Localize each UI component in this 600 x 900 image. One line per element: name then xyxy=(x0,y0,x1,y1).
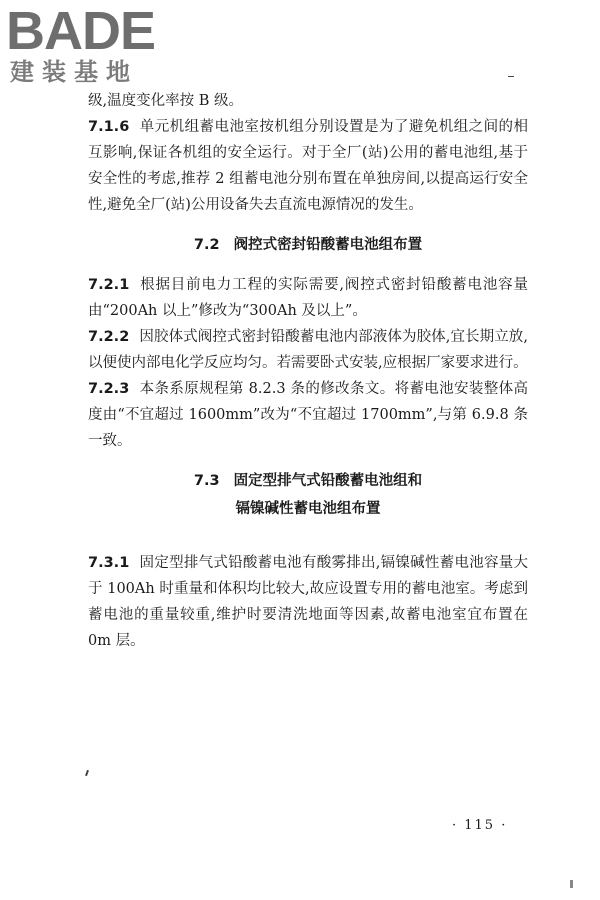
page-number: · 115 · xyxy=(452,818,508,833)
clause-number: 7.2.1 xyxy=(88,277,130,293)
paragraph-text: 本条系原规程第 8.2.3 条的修改条文。将蓄电池安装整体高度由“不宜超过 1600mm”改为“不宜超过 1700mm”,与第 6.9.8 条一致。 xyxy=(88,381,528,449)
clause-number: 7.2.3 xyxy=(88,381,130,397)
paragraph-text: 因胶体式阀控式密封铅酸蓄电池内部液体为胶体,宜长期立放,以便使内部电化学反应均匀。若需要卧式安装,应根据厂家要求进行。 xyxy=(88,329,528,371)
paragraph-7-2-1 xyxy=(88,272,528,324)
watermark-logo xyxy=(6,2,186,88)
section-number: 7.2 xyxy=(193,237,220,253)
clause-number: 7.1.6 xyxy=(88,119,130,135)
section-title-line1: 固定型排气式铅酸蓄电池组和 xyxy=(233,473,423,489)
logo-subtitle: 建装基地 xyxy=(10,58,138,86)
section-heading-7-3 xyxy=(88,468,528,494)
scan-speck-mark xyxy=(85,770,89,776)
logo-brand: BADE xyxy=(6,1,156,61)
section-heading-7-2 xyxy=(88,232,528,258)
paragraph-text: 根据目前电力工程的实际需要,阀控式密封铅酸蓄电池容量由“200Ah 以上”修改为“300Ah 及以上”。 xyxy=(88,277,528,319)
paragraph-7-3-1 xyxy=(88,550,528,654)
document-page xyxy=(88,88,528,654)
scan-speck-mark xyxy=(508,76,514,77)
paragraph-continuation xyxy=(88,88,528,114)
clause-number: 7.2.2 xyxy=(88,329,130,345)
section-heading-7-3-line2 xyxy=(88,496,528,522)
paragraph-text: 单元机组蓄电池室按机组分别设置是为了避免机组之间的相互影响,保证各机组的安全运行。对于全厂(站)公用的蓄电池组,基于安全性的考虑,推荐 2 组蓄电池分别布置在单独房间,以提高运行安全性,避免全厂(站)公用设备失去直流电源情况的发生。 xyxy=(88,119,528,213)
paragraph-text: 级,温度变化率按 B 级。 xyxy=(88,93,243,109)
clause-number: 7.3.1 xyxy=(88,555,130,571)
scan-speck-mark xyxy=(570,880,573,888)
section-title-line2: 镉镍碱性蓄电池组布置 xyxy=(235,501,381,517)
paragraph-text: 固定型排气式铅酸蓄电池有酸雾排出,镉镍碱性蓄电池容量大于 100Ah 时重量和体积均比较大,故应设置专用的蓄电池室。考虑到蓄电池的重量较重,维护时要清洗地面等因素,故蓄电池室宜布置在 0m 层。 xyxy=(88,555,528,649)
paragraph-7-2-2 xyxy=(88,324,528,376)
paragraph-7-1-6 xyxy=(88,114,528,218)
section-title: 阀控式密封铅酸蓄电池组布置 xyxy=(233,237,423,253)
section-number: 7.3 xyxy=(193,473,220,489)
paragraph-7-2-3 xyxy=(88,376,528,454)
